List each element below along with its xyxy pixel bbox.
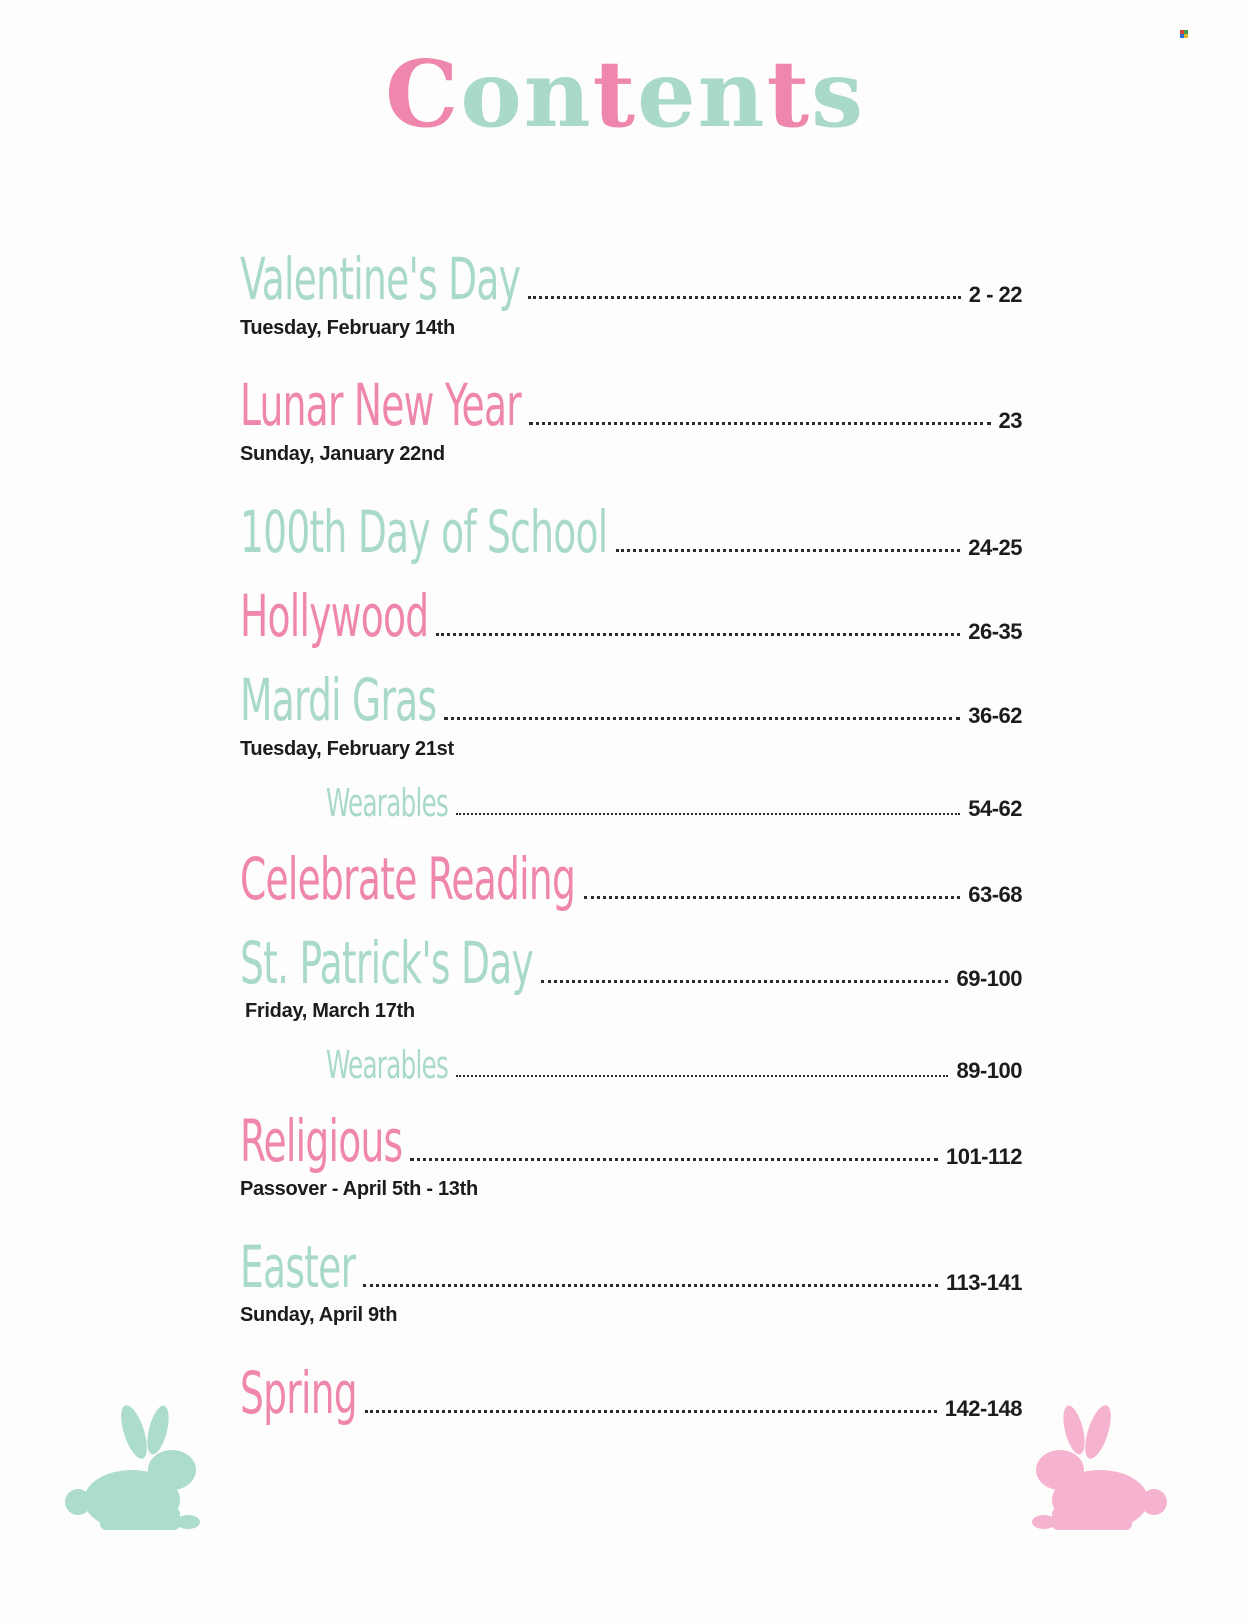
title-letter: s xyxy=(811,40,865,148)
toc-page-range: 54-62 xyxy=(968,796,1022,821)
dot-leader xyxy=(528,296,960,299)
title-letter: o xyxy=(460,40,524,148)
dot-leader xyxy=(616,549,960,552)
dot-leader xyxy=(444,717,960,720)
dot-leader xyxy=(363,1284,938,1287)
toc-entry-easter[interactable] xyxy=(240,1228,1022,1301)
toc-entry-title: Easter xyxy=(240,1233,356,1301)
toc-entry-lunar-new-year[interactable] xyxy=(240,366,1022,439)
bunny-icon xyxy=(62,1400,202,1530)
title-letter: t xyxy=(766,40,812,148)
toc-entry-date: Friday, March 17th xyxy=(245,1000,415,1022)
toc-page-range: 113-141 xyxy=(945,1270,1022,1295)
dot-leader xyxy=(436,633,960,636)
dot-leader xyxy=(456,813,960,815)
toc-entry-date: Sunday, April 9th xyxy=(240,1304,398,1326)
toc-page-range: 101-112 xyxy=(945,1144,1022,1169)
corner-mark-icon xyxy=(1180,30,1188,38)
toc-page-range: 142-148 xyxy=(944,1396,1022,1421)
toc-entry-title: 100th Day of School xyxy=(240,498,608,566)
dot-leader xyxy=(410,1158,938,1161)
dot-leader xyxy=(541,980,948,983)
title-letter: t xyxy=(592,40,638,148)
toc-page-range: 26-35 xyxy=(968,619,1022,644)
toc-entry-celebrate-reading[interactable] xyxy=(240,840,1022,913)
toc-page-range: 69-100 xyxy=(956,966,1022,991)
toc-entry-date: Tuesday, February 21st xyxy=(240,738,454,760)
toc-page-range: 23 xyxy=(998,408,1022,433)
table-of-contents xyxy=(240,0,1022,1623)
toc-entry-100th-day-of-school[interactable] xyxy=(240,493,1022,566)
title-letter: C xyxy=(385,40,461,148)
toc-entry-valentines-day[interactable] xyxy=(240,240,1022,313)
toc-page-range: 24-25 xyxy=(968,535,1022,560)
toc-entry-date: Passover - April 5th - 13th xyxy=(240,1178,478,1200)
bunny-right-shape xyxy=(1032,1402,1167,1530)
toc-entry-title: Hollywood xyxy=(240,582,429,650)
toc-entry-title: Valentine's Day xyxy=(240,245,521,313)
toc-entry-spring[interactable] xyxy=(240,1354,1022,1427)
toc-entry-title: Wearables xyxy=(326,781,449,825)
toc-page-range: 2 - 22 xyxy=(968,282,1022,307)
toc-subentry-st-patricks-wearables[interactable] xyxy=(326,1034,1022,1087)
dot-leader xyxy=(529,422,990,425)
toc-entry-title: Religious xyxy=(240,1107,403,1175)
toc-entry-mardi-gras[interactable] xyxy=(240,661,1022,734)
toc-entry-st-patricks-day[interactable] xyxy=(240,924,1022,997)
toc-entry-date: Sunday, January 22nd xyxy=(240,443,445,465)
toc-entry-title: St. Patrick's Day xyxy=(240,929,534,997)
toc-entry-date: Tuesday, February 14th xyxy=(240,317,455,339)
toc-page-range: 36-62 xyxy=(968,703,1022,728)
toc-subentry-mardi-gras-wearables[interactable] xyxy=(326,772,1022,825)
title-letter: e xyxy=(637,40,698,148)
toc-entry-hollywood[interactable] xyxy=(240,577,1022,650)
toc-entry-title: Wearables xyxy=(326,1043,449,1087)
dot-leader xyxy=(584,896,961,899)
toc-page-range: 63-68 xyxy=(968,882,1022,907)
toc-entry-title: Mardi Gras xyxy=(240,666,437,734)
toc-page-range: 89-100 xyxy=(956,1058,1022,1083)
bunny-icon xyxy=(1030,1400,1170,1530)
title-letter: n xyxy=(523,40,593,148)
toc-entry-religious[interactable] xyxy=(240,1102,1022,1175)
toc-entry-title: Lunar New Year xyxy=(240,371,521,439)
dot-leader xyxy=(456,1075,949,1077)
bunny-left-shape xyxy=(65,1402,200,1530)
title-letter: n xyxy=(697,40,767,148)
toc-entry-title: Celebrate Reading xyxy=(240,845,576,913)
toc-entry-title: Spring xyxy=(240,1359,357,1427)
dot-leader xyxy=(365,1410,936,1413)
